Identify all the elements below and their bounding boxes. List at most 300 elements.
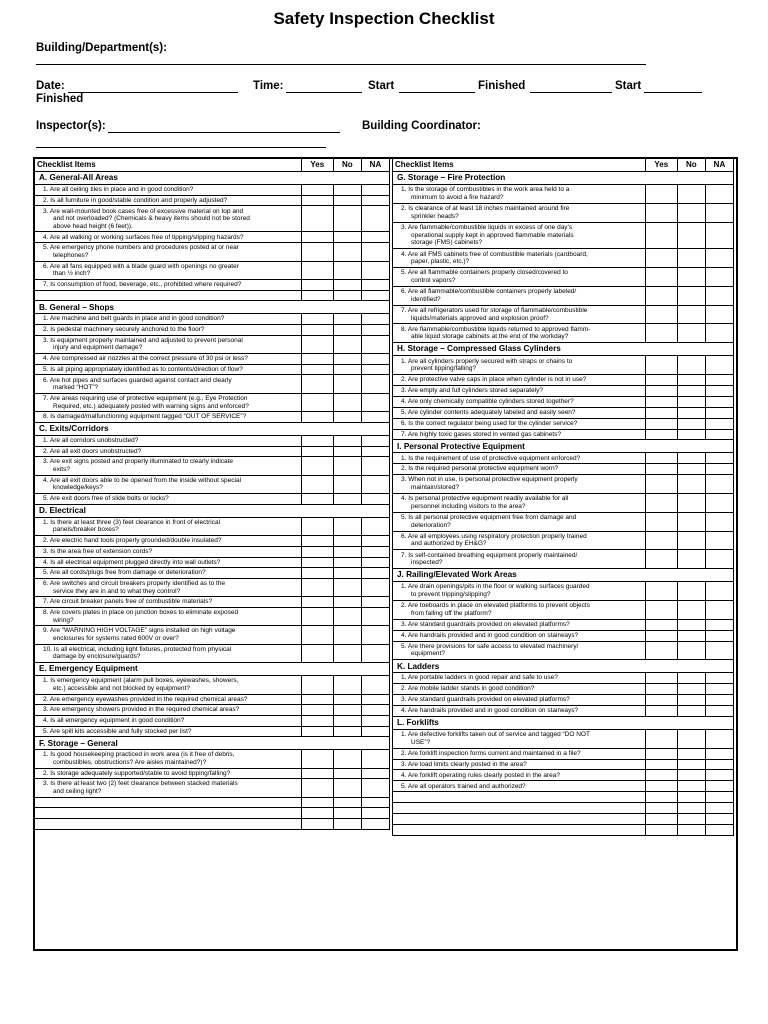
checkbox-no[interactable] (333, 726, 361, 737)
question-text: 9. Are “WARNING HIGH VOLTAGE” signs installed on high voltage (43, 627, 236, 635)
checkbox-na[interactable] (705, 600, 733, 619)
checkbox-na[interactable] (361, 261, 389, 279)
checkbox-na[interactable] (705, 695, 733, 706)
checkbox-yes[interactable] (301, 578, 333, 596)
checkbox-no[interactable] (333, 375, 361, 393)
checklist-row (393, 396, 734, 407)
checklist-row (35, 475, 390, 493)
checkbox-yes[interactable] (645, 748, 677, 759)
checklist-question (393, 803, 646, 814)
finished2-label: Finished (36, 93, 84, 105)
checkbox-yes[interactable] (645, 792, 677, 803)
checkbox-no[interactable] (677, 493, 705, 512)
checklist-row (35, 185, 390, 196)
checkbox-na[interactable] (705, 550, 733, 569)
finished-line[interactable] (530, 92, 612, 93)
checkbox-no[interactable] (677, 582, 705, 601)
checkbox-no[interactable] (677, 641, 705, 660)
question-text: damage by enclosure/guards? (53, 653, 141, 661)
checklist-question (35, 206, 302, 232)
checkbox-no[interactable] (677, 203, 705, 222)
checkbox-no[interactable] (333, 206, 361, 232)
checkbox-yes[interactable] (645, 630, 677, 641)
checkbox-na[interactable] (361, 279, 389, 290)
checkbox-na[interactable] (361, 435, 389, 446)
checkbox-na[interactable] (361, 457, 389, 475)
checkbox-yes[interactable] (301, 779, 333, 797)
checkbox-no[interactable] (333, 750, 361, 768)
checkbox-no[interactable] (333, 705, 361, 716)
checkbox-na[interactable] (361, 715, 389, 726)
checkbox-yes[interactable] (301, 597, 333, 608)
checkbox-yes[interactable] (645, 824, 677, 835)
checkbox-na[interactable] (361, 676, 389, 694)
checkbox-yes[interactable] (301, 375, 333, 393)
checkbox-yes[interactable] (301, 607, 333, 625)
checkbox-yes[interactable] (645, 729, 677, 748)
checkbox-no[interactable] (333, 232, 361, 243)
section-header (35, 422, 390, 435)
start-line[interactable] (399, 92, 475, 93)
checkbox-na[interactable] (705, 684, 733, 695)
checkbox-na[interactable] (361, 314, 389, 325)
checkbox-na[interactable] (705, 418, 733, 429)
checkbox-no[interactable] (677, 814, 705, 825)
checkbox-na[interactable] (705, 453, 733, 464)
checkbox-na[interactable] (361, 797, 389, 808)
checkbox-yes[interactable] (301, 797, 333, 808)
checkbox-na[interactable] (705, 493, 733, 512)
checkbox-no[interactable] (333, 644, 361, 662)
checkbox-yes[interactable] (645, 203, 677, 222)
checklist-row (393, 582, 734, 601)
checkbox-na[interactable] (361, 705, 389, 716)
checkbox-yes[interactable] (645, 531, 677, 550)
checkbox-na[interactable] (705, 582, 733, 601)
checkbox-yes[interactable] (645, 222, 677, 249)
checkbox-yes[interactable] (645, 781, 677, 792)
checkbox-yes[interactable] (645, 695, 677, 706)
checklist-row (393, 792, 734, 803)
checkbox-no[interactable] (677, 600, 705, 619)
checkbox-no[interactable] (677, 407, 705, 418)
checkbox-na[interactable] (705, 803, 733, 814)
checklist-question (35, 325, 302, 336)
checkbox-na[interactable] (361, 768, 389, 779)
checklist-question (35, 726, 302, 737)
checkbox-no[interactable] (333, 325, 361, 336)
time-line[interactable] (286, 92, 362, 93)
checklist-question (35, 494, 302, 505)
checkbox-yes[interactable] (645, 385, 677, 396)
checkbox-no[interactable] (677, 286, 705, 305)
checkbox-no[interactable] (333, 578, 361, 596)
checkbox-yes[interactable] (645, 375, 677, 386)
checkbox-yes[interactable] (645, 759, 677, 770)
checkbox-na[interactable] (705, 356, 733, 375)
checkbox-na[interactable] (705, 512, 733, 531)
checkbox-no[interactable] (677, 684, 705, 695)
checkbox-no[interactable] (677, 531, 705, 550)
checkbox-na[interactable] (361, 536, 389, 547)
question-text: 1. Are all ceiling tiles in place and in good condition? (43, 186, 194, 194)
checkbox-na[interactable] (705, 729, 733, 748)
checkbox-na[interactable] (705, 531, 733, 550)
checkbox-no[interactable] (333, 517, 361, 535)
checkbox-na[interactable] (705, 824, 733, 835)
checkbox-no[interactable] (677, 249, 705, 268)
checklist-question (393, 185, 646, 204)
checkbox-yes[interactable] (301, 808, 333, 819)
checkbox-no[interactable] (333, 568, 361, 579)
checklist-row (35, 393, 390, 411)
checkbox-na[interactable] (705, 286, 733, 305)
checkbox-na[interactable] (361, 475, 389, 493)
checkbox-yes[interactable] (645, 641, 677, 660)
checkbox-na[interactable] (705, 673, 733, 684)
checkbox-yes[interactable] (645, 396, 677, 407)
checkbox-yes[interactable] (645, 286, 677, 305)
checklist-question (393, 407, 646, 418)
checkbox-no[interactable] (333, 446, 361, 457)
checkbox-yes[interactable] (645, 418, 677, 429)
checkbox-na[interactable] (361, 694, 389, 705)
checkbox-no[interactable] (333, 354, 361, 365)
checkbox-no[interactable] (333, 546, 361, 557)
checkbox-no[interactable] (677, 673, 705, 684)
question-text: storage (FMS) cabinets? (411, 239, 483, 247)
checkbox-yes[interactable] (301, 435, 333, 446)
checkbox-no[interactable] (677, 748, 705, 759)
checkbox-yes[interactable] (301, 393, 333, 411)
checkbox-na[interactable] (705, 185, 733, 204)
checklist-question (393, 729, 646, 748)
inspector-line-2[interactable] (36, 147, 326, 148)
checkbox-yes[interactable] (645, 803, 677, 814)
checkbox-na[interactable] (705, 203, 733, 222)
checkbox-na[interactable] (705, 770, 733, 781)
checkbox-na[interactable] (705, 407, 733, 418)
checkbox-na[interactable] (361, 726, 389, 737)
checklist-question (35, 808, 302, 819)
checkbox-no[interactable] (333, 393, 361, 411)
checkbox-no[interactable] (677, 185, 705, 204)
checkbox-na[interactable] (361, 232, 389, 243)
checklist-row (393, 619, 734, 630)
checkbox-yes[interactable] (645, 770, 677, 781)
checkbox-na[interactable] (361, 412, 389, 423)
checkbox-no[interactable] (333, 457, 361, 475)
checkbox-yes[interactable] (645, 706, 677, 717)
question-text: 4. Is personal protective equipment readily available for all (401, 495, 569, 503)
checkbox-yes[interactable] (301, 446, 333, 457)
checkbox-na[interactable] (361, 243, 389, 261)
question-text: above head height (6 feet)). (53, 222, 133, 230)
checkbox-no[interactable] (333, 536, 361, 547)
checkbox-na[interactable] (361, 626, 389, 644)
checkbox-na[interactable] (705, 305, 733, 324)
checkbox-no[interactable] (333, 195, 361, 206)
checkbox-na[interactable] (705, 792, 733, 803)
checkbox-yes[interactable] (301, 676, 333, 694)
checkbox-na[interactable] (705, 475, 733, 494)
checkbox-yes[interactable] (301, 694, 333, 705)
checkbox-na[interactable] (361, 808, 389, 819)
checkbox-no[interactable] (677, 781, 705, 792)
checkbox-no[interactable] (677, 418, 705, 429)
checkbox-na[interactable] (705, 630, 733, 641)
checkbox-yes[interactable] (645, 619, 677, 630)
checkbox-yes[interactable] (301, 626, 333, 644)
checklist-question (35, 750, 302, 768)
checkbox-no[interactable] (677, 385, 705, 396)
checkbox-no[interactable] (677, 305, 705, 324)
checkbox-no[interactable] (333, 364, 361, 375)
checkbox-yes[interactable] (301, 457, 333, 475)
checkbox-na[interactable] (705, 464, 733, 475)
checkbox-no[interactable] (677, 429, 705, 440)
checkbox-no[interactable] (677, 324, 705, 343)
checkbox-no[interactable] (333, 607, 361, 625)
checkbox-no[interactable] (677, 550, 705, 569)
checkbox-na[interactable] (705, 748, 733, 759)
checkbox-na[interactable] (361, 644, 389, 662)
checklist-question (393, 824, 646, 835)
checkbox-yes[interactable] (645, 305, 677, 324)
checkbox-na[interactable] (361, 819, 389, 830)
checkbox-na[interactable] (705, 396, 733, 407)
checkbox-no[interactable] (677, 630, 705, 641)
finished-label: Finished (478, 80, 526, 92)
checkbox-no[interactable] (333, 314, 361, 325)
checklist-question (393, 324, 646, 343)
checklist-row (393, 684, 734, 695)
checkbox-na[interactable] (361, 546, 389, 557)
checkbox-no[interactable] (333, 412, 361, 423)
checkbox-yes[interactable] (301, 517, 333, 535)
question-text: paper, plastic, etc.)? (411, 258, 470, 266)
checkbox-yes[interactable] (645, 550, 677, 569)
checkbox-na[interactable] (361, 206, 389, 232)
checkbox-no[interactable] (677, 759, 705, 770)
checkbox-no[interactable] (333, 475, 361, 493)
checklist-question (393, 619, 646, 630)
checkbox-yes[interactable] (645, 324, 677, 343)
checkbox-yes[interactable] (301, 750, 333, 768)
checkbox-na[interactable] (361, 607, 389, 625)
checkbox-yes[interactable] (301, 819, 333, 830)
checkbox-yes[interactable] (301, 335, 333, 353)
checkbox-yes[interactable] (301, 195, 333, 206)
checkbox-yes[interactable] (645, 453, 677, 464)
checkbox-na[interactable] (361, 290, 389, 301)
checkbox-na[interactable] (361, 446, 389, 457)
question-text: 2. Are protective valve caps in place when cylinder is not in use? (401, 376, 587, 384)
checkbox-no[interactable] (677, 475, 705, 494)
checkbox-yes[interactable] (301, 536, 333, 547)
checkbox-na[interactable] (705, 619, 733, 630)
checkbox-no[interactable] (333, 185, 361, 196)
checkbox-yes[interactable] (645, 185, 677, 204)
checkbox-yes[interactable] (645, 600, 677, 619)
checkbox-na[interactable] (361, 375, 389, 393)
checkbox-yes[interactable] (301, 494, 333, 505)
checkbox-no[interactable] (677, 396, 705, 407)
checkbox-yes[interactable] (301, 206, 333, 232)
checkbox-no[interactable] (677, 803, 705, 814)
checkbox-no[interactable] (333, 626, 361, 644)
checkbox-yes[interactable] (301, 412, 333, 423)
checkbox-no[interactable] (333, 597, 361, 608)
checkbox-no[interactable] (333, 797, 361, 808)
checkbox-na[interactable] (705, 781, 733, 792)
checkbox-na[interactable] (361, 335, 389, 353)
checkbox-na[interactable] (705, 706, 733, 717)
checkbox-yes[interactable] (301, 243, 333, 261)
checkbox-na[interactable] (361, 354, 389, 365)
checkbox-na[interactable] (705, 268, 733, 287)
checkbox-no[interactable] (333, 335, 361, 353)
checkbox-na[interactable] (705, 641, 733, 660)
checkbox-yes[interactable] (301, 715, 333, 726)
question-text: 4. Is all electrical equipment plugged directly into wall outlets? (43, 558, 221, 566)
question-text: 4. Are handrails provided and in good condition on stairways? (401, 631, 579, 639)
checkbox-na[interactable] (361, 750, 389, 768)
checkbox-na[interactable] (361, 578, 389, 596)
checkbox-na[interactable] (705, 429, 733, 440)
checkbox-no[interactable] (677, 770, 705, 781)
checkbox-na[interactable] (361, 779, 389, 797)
building-line[interactable] (36, 64, 646, 65)
checkbox-na[interactable] (705, 324, 733, 343)
checkbox-yes[interactable] (645, 582, 677, 601)
section-title: F. Storage – General (35, 737, 390, 750)
checkbox-yes[interactable] (645, 356, 677, 375)
checkbox-no[interactable] (677, 706, 705, 717)
column-header-na: NA (705, 159, 733, 172)
checkbox-no[interactable] (333, 290, 361, 301)
checkbox-no[interactable] (333, 435, 361, 446)
checkbox-na[interactable] (361, 568, 389, 579)
question-text: 5. Are exit doors free of slide bolts or locks? (43, 495, 169, 503)
checkbox-yes[interactable] (301, 546, 333, 557)
checkbox-yes[interactable] (301, 279, 333, 290)
checkbox-no[interactable] (677, 729, 705, 748)
checkbox-na[interactable] (361, 325, 389, 336)
checkbox-no[interactable] (333, 715, 361, 726)
question-text: 5. Are emergency phone numbers and procedures posted at or near (43, 244, 239, 252)
checkbox-no[interactable] (677, 512, 705, 531)
checklist-row (393, 475, 734, 494)
checkbox-no[interactable] (333, 494, 361, 505)
checkbox-no[interactable] (333, 694, 361, 705)
checkbox-no[interactable] (333, 261, 361, 279)
checkbox-no[interactable] (677, 356, 705, 375)
checkbox-yes[interactable] (301, 768, 333, 779)
checkbox-yes[interactable] (645, 493, 677, 512)
date-line[interactable] (68, 92, 238, 93)
question-text: 3. Is the area free of extension cords? (43, 547, 153, 555)
checkbox-no[interactable] (333, 768, 361, 779)
question-text: combustibles, obstructions? Are aisles maintained?)? (53, 758, 207, 766)
checkbox-no[interactable] (333, 279, 361, 290)
checkbox-yes[interactable] (301, 475, 333, 493)
checkbox-yes[interactable] (301, 557, 333, 568)
checkbox-yes[interactable] (301, 325, 333, 336)
checkbox-yes[interactable] (645, 249, 677, 268)
checklist-question (35, 475, 302, 493)
checkbox-yes[interactable] (645, 684, 677, 695)
page-title: Safety Inspection Checklist (273, 9, 495, 28)
checkbox-na[interactable] (705, 385, 733, 396)
checkbox-no[interactable] (333, 676, 361, 694)
checkbox-na[interactable] (705, 222, 733, 249)
checkbox-no[interactable] (333, 243, 361, 261)
checkbox-no[interactable] (677, 464, 705, 475)
checkbox-no[interactable] (677, 695, 705, 706)
checkbox-no[interactable] (333, 808, 361, 819)
checkbox-yes[interactable] (645, 512, 677, 531)
start2-line[interactable] (644, 92, 702, 93)
inspector-line[interactable] (108, 132, 340, 133)
checkbox-na[interactable] (361, 195, 389, 206)
checkbox-na[interactable] (361, 393, 389, 411)
checkbox-yes[interactable] (645, 673, 677, 684)
checkbox-na[interactable] (705, 249, 733, 268)
checkbox-yes[interactable] (301, 290, 333, 301)
checkbox-no[interactable] (333, 557, 361, 568)
checkbox-yes[interactable] (645, 475, 677, 494)
checkbox-yes[interactable] (301, 185, 333, 196)
checkbox-na[interactable] (361, 557, 389, 568)
checkbox-yes[interactable] (645, 814, 677, 825)
checkbox-no[interactable] (333, 779, 361, 797)
checkbox-yes[interactable] (645, 268, 677, 287)
checkbox-yes[interactable] (645, 407, 677, 418)
checkbox-yes[interactable] (301, 364, 333, 375)
checklist-question (35, 412, 302, 423)
checkbox-na[interactable] (705, 814, 733, 825)
checkbox-yes[interactable] (645, 464, 677, 475)
checkbox-no[interactable] (333, 819, 361, 830)
checklist-question (393, 630, 646, 641)
checkbox-yes[interactable] (301, 568, 333, 579)
checkbox-na[interactable] (361, 364, 389, 375)
checkbox-yes[interactable] (301, 314, 333, 325)
checkbox-yes[interactable] (301, 644, 333, 662)
checkbox-na[interactable] (361, 494, 389, 505)
checklist-row (35, 206, 390, 232)
checkbox-na[interactable] (705, 759, 733, 770)
checkbox-yes[interactable] (645, 429, 677, 440)
checkbox-yes[interactable] (301, 705, 333, 716)
checkbox-yes[interactable] (301, 232, 333, 243)
checkbox-na[interactable] (361, 597, 389, 608)
checkbox-no[interactable] (677, 222, 705, 249)
checkbox-no[interactable] (677, 268, 705, 287)
checkbox-na[interactable] (361, 185, 389, 196)
checkbox-yes[interactable] (301, 354, 333, 365)
checkbox-no[interactable] (677, 824, 705, 835)
checkbox-na[interactable] (361, 517, 389, 535)
checkbox-yes[interactable] (301, 261, 333, 279)
checkbox-no[interactable] (677, 619, 705, 630)
checkbox-yes[interactable] (301, 726, 333, 737)
checkbox-no[interactable] (677, 453, 705, 464)
checkbox-na[interactable] (705, 375, 733, 386)
checkbox-no[interactable] (677, 375, 705, 386)
checkbox-no[interactable] (677, 792, 705, 803)
